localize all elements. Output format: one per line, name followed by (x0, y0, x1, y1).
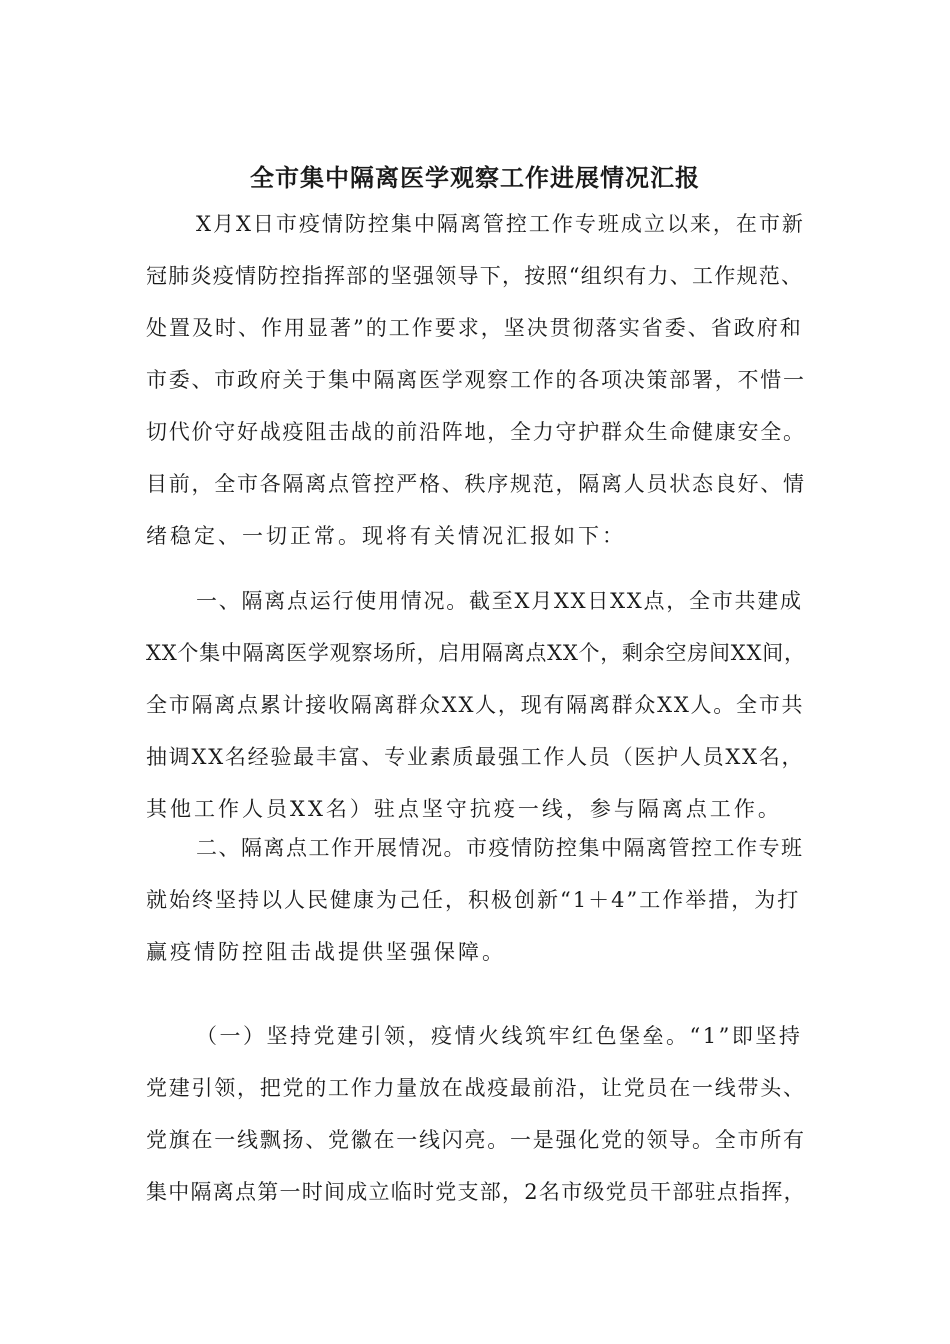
paragraph-line: 二、隔离点工作开展情况。市疫情防控集中隔离管控工作专班 (196, 836, 804, 860)
paragraph-section-one (146, 575, 806, 835)
paragraph-section-two (146, 822, 806, 978)
paragraph-subsection-one (146, 1010, 806, 1218)
paragraph-line: 集中隔离点第一时间成立临时党支部，2名市级党员干部驻点指挥， (146, 1180, 806, 1204)
paragraph-line: 目前，全市各隔离点管控严格、秩序规范，隔离人员状态良好、情 (146, 472, 806, 496)
paragraph-line: X月X日市疫情防控集中隔离管控工作专班成立以来，在市新 (196, 212, 805, 236)
paragraph-line: 党旗在一线飘扬、党徽在一线闪亮。一是强化党的领导。全市所有 (146, 1128, 806, 1152)
paragraph-intro (146, 198, 806, 562)
paragraph-line: XX个集中隔离医学观察场所，启用隔离点XX个，剩余空房间XX间， (146, 641, 806, 665)
paragraph-line: 抽调XX名经验最丰富、专业素质最强工作人员（医护人员XX名， (146, 745, 805, 769)
paragraph-line: 就始终坚持以人民健康为己任，积极创新“1＋4”工作举措，为打 (146, 888, 801, 912)
paragraph-line: 全市隔离点累计接收隔离群众XX人，现有隔离群众XX人。全市共 (146, 693, 805, 717)
paragraph-line: 切代价守好战疫阻击战的前沿阵地，全力守护群众生命健康安全。 (146, 420, 806, 444)
paragraph-line: 绪稳定、一切正常。现将有关情况汇报如下： (146, 524, 626, 548)
paragraph-line: 一、隔离点运行使用情况。截至X月XX日XX点，全市共建成 (196, 589, 803, 613)
paragraph-line: 其他工作人员XX名）驻点坚守抗疫一线，参与隔离点工作。 (146, 797, 782, 821)
paragraph-line: 冠肺炎疫情防控指挥部的坚强领导下，按照“组织有力、工作规范、 (146, 264, 804, 288)
paragraph-line: 党建引领，把党的工作力量放在战疫最前沿，让党员在一线带头、 (146, 1076, 806, 1100)
paragraph-line: 赢疫情防控阻击战提供坚强保障。 (146, 940, 506, 964)
paragraph-line: 处置及时、作用显著”的工作要求，坚决贯彻落实省委、省政府和 (146, 316, 803, 340)
paragraph-line: 市委、市政府关于集中隔离医学观察工作的各项决策部署，不惜一 (146, 368, 806, 392)
document-title: 全市集中隔离医学观察工作进展情况汇报 (250, 163, 700, 192)
paragraph-line: （一）坚持党建引领，疫情火线筑牢红色堡垒。“1”即坚持 (196, 1024, 803, 1048)
